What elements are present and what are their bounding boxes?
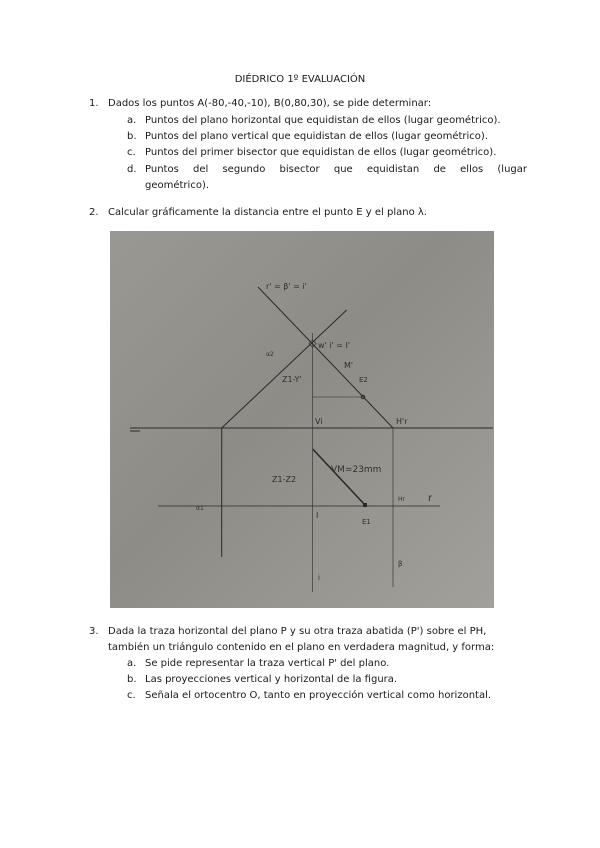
label-vm: VM=23mm [331,465,382,475]
item-text-continued: geométrico). [145,180,210,191]
question-text: Dados los puntos A(-80,-40,-10), B(0,80,30), se pide determinar: [108,98,432,109]
item-text: Se pide representar la traza vertical P' del plano. [145,658,390,669]
question-text: Dada la traza horizontal del plano P y su otra traza abatida (P') sobre el PH, [108,626,487,637]
item-letter: c. [127,147,136,158]
item-letter: a. [127,115,137,126]
label-alpha1: α1 [196,505,204,512]
r-prime-line [258,287,393,428]
item-text: Puntos del plano vertical que equidistan de ellos (lugar geométrico). [145,131,488,142]
item-text: Señala el ortocentro O, tanto en proyección vertical como horizontal. [145,690,492,701]
item-text: Puntos del primer bisector que equidistan de ellos (lugar geométrico). [145,147,497,158]
page-title: DIÉDRICO 1º EVALUACIÓN [234,74,366,85]
label-e2: E2 [359,376,368,384]
item-text: Puntos del segundo bisector que equidistan de ellos (lugar [145,164,527,175]
question-number: 1. [89,98,99,109]
label-z1z2: Z1-Z2 [272,475,297,484]
item-text: Las proyecciones vertical y horizontal de la figura. [145,674,398,685]
question-number: 2. [89,207,99,218]
item-letter: b. [127,674,137,685]
label-z1y: Z1-Y' [282,375,302,384]
item-letter: c. [127,690,136,701]
alpha2-trace [222,310,347,428]
label-beta: β [398,560,403,568]
label-e1: E1 [362,518,371,526]
label-r-beta-i: r' = β' = i' [266,282,307,291]
question-text: Calcular gráficamente la distancia entre el punto E y el plano λ. [108,207,427,218]
label-m: M' [344,361,354,370]
label-i-cap: I [316,511,319,520]
item-letter: a. [127,658,137,669]
label-r: r [428,493,433,504]
item-text: Puntos del plano horizontal que equidistan de ellos (lugar geométrico). [145,115,501,126]
label-hr-top: H'r [396,417,408,426]
e1-point [363,503,367,507]
question-number: 3. [89,626,99,637]
label-hr: Hr [398,496,405,503]
label-wi: w' i' = I' [318,341,351,350]
label-alpha2: α2 [266,351,274,358]
item-letter: b. [127,131,137,142]
label-i: i [318,574,320,582]
question-text-continued: también un triángulo contenido en el plano en verdadera magnitud, y forma: [108,642,495,653]
true-distance-segment [313,449,365,505]
label-vi: Vi [315,417,323,426]
diedrico-drawing [110,231,494,608]
item-letter: d. [127,164,137,175]
